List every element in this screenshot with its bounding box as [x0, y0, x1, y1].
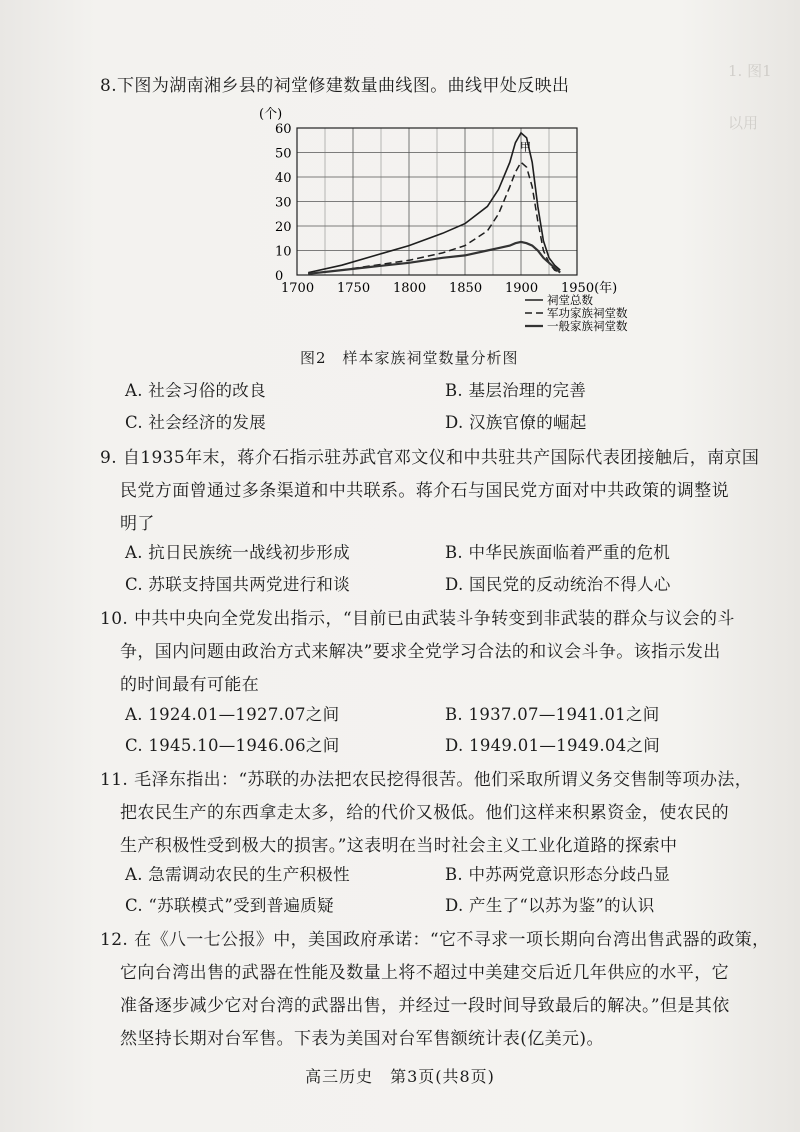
q8-option-d[interactable]: D. 汉族官僚的崛起: [445, 413, 587, 432]
q10-option-c[interactable]: C. 1945.10—1946.06之间: [125, 736, 340, 755]
q8-option-a[interactable]: A. 社会习俗的改良: [125, 381, 266, 400]
x-tick-label: 1700: [281, 281, 315, 296]
q10-option-b[interactable]: B. 1937.07—1941.01之间: [445, 705, 660, 724]
q10-option-d[interactable]: D. 1949.01—1949.04之间: [445, 736, 661, 755]
series-line-3: [308, 242, 560, 274]
legend-label: 军功家族祠堂数: [547, 306, 628, 320]
x-tick-label: 1800: [393, 281, 427, 296]
y-tick-label: 20: [275, 220, 292, 235]
y-tick-label: 10: [275, 244, 292, 260]
page-footer: 高三历史 第3页(共8页): [305, 1067, 495, 1086]
chart-lines: [308, 133, 560, 274]
question-12-stem: 12. 在《八一七公报》中，美国政府承诺：“它不寻求一项长期向台湾出售武器的政策， 它向台湾出售的武器在性能及数量上将不超过中美建交后近几年供应的水平，它 准备逐步减少它对台湾的武器出售，并经过一段时间导致最后的解决。”但是其依 然坚持长期对台军售。下表为美国对台军售额统计表(亿美元)。: [100, 930, 770, 1049]
question-10-stem: 10. 中共中央向全党发出指示，“目前已由武装斗争转变到非武装的群众与议会的斗 争，国内问题由政治方式来解决”要求全党学习合法的和议会斗争。该指示发出 的时间最有可能在: [100, 609, 735, 695]
y-tick-label: 0: [275, 269, 284, 284]
q11-option-a[interactable]: A. 急需调动农民的生产积极性: [125, 865, 350, 884]
chart-grid: [297, 128, 577, 275]
q11-option-d[interactable]: D. 产生了“以苏为鉴”的认识: [445, 896, 655, 915]
x-tick-label: 1750: [337, 281, 371, 296]
chart-ticks: [275, 122, 617, 296]
y-tick-label: 60: [275, 122, 292, 137]
ancestral-hall-line-chart: [240, 100, 700, 340]
peak-marker-label: 甲: [520, 140, 531, 154]
q9-option-a[interactable]: A. 抗日民族统一战线初步形成: [125, 543, 350, 562]
x-tick-label: 1850: [449, 281, 483, 296]
figure-caption: 图2 样本家族祠堂数量分析图: [300, 349, 519, 367]
chart-legend: [525, 293, 628, 333]
question-11-stem: 11. 毛泽东指出：“苏联的办法把农民挖得很苦。他们采取所谓义务交售制等项办法， 把农民生产的东西拿走太多，给的代价又极低。他们这样来积累资金，使农民的 生产积极性受到极大的损害。”这表明在当时社会主义工业化道路的探索中: [100, 770, 753, 856]
q8-option-c[interactable]: C. 社会经济的发展: [125, 413, 267, 432]
x-tick-label: 1950(年): [561, 281, 618, 296]
q9-option-b[interactable]: B. 中华民族面临着严重的危机: [445, 543, 671, 562]
y-tick-label: 30: [275, 195, 292, 211]
q9-option-c[interactable]: C. 苏联支持国共两党进行和谈: [125, 575, 351, 594]
question-8-stem: 8.下图为湖南湘乡县的祠堂修建数量曲线图。曲线甲处反映出: [100, 76, 570, 96]
series-line-1: [308, 133, 560, 273]
q9-option-d[interactable]: D. 国民党的反动统治不得人心: [445, 575, 671, 594]
y-tick-label: 40: [275, 171, 292, 186]
y-tick-label: 50: [275, 146, 292, 162]
x-tick-label: 1900: [505, 281, 539, 296]
q8-option-b[interactable]: B. 基层治理的完善: [445, 381, 587, 400]
series-line-2: [308, 162, 560, 273]
q11-option-b[interactable]: B. 中苏两党意识形态分歧凸显: [445, 865, 671, 884]
bleed-through-text: 1. 图1: [728, 62, 772, 80]
legend-label: 一般家族祠堂数: [547, 319, 628, 333]
bleed-through-text: 以用: [728, 114, 759, 132]
legend-label: 祠堂总数: [547, 293, 593, 307]
q10-option-a[interactable]: A. 1924.01—1927.07之间: [125, 705, 340, 724]
question-9-stem: 9. 自1935年末，蒋介石指示驻苏武官邓文仪和中共驻共产国际代表团接触后，南京国 民党方面曾通过多条渠道和中共联系。蒋介石与国民党方面对中共政策的调整说 明了: [100, 448, 760, 534]
y-axis-label: (个): [259, 107, 283, 122]
q11-option-c[interactable]: C. “苏联模式”受到普遍质疑: [125, 896, 334, 915]
